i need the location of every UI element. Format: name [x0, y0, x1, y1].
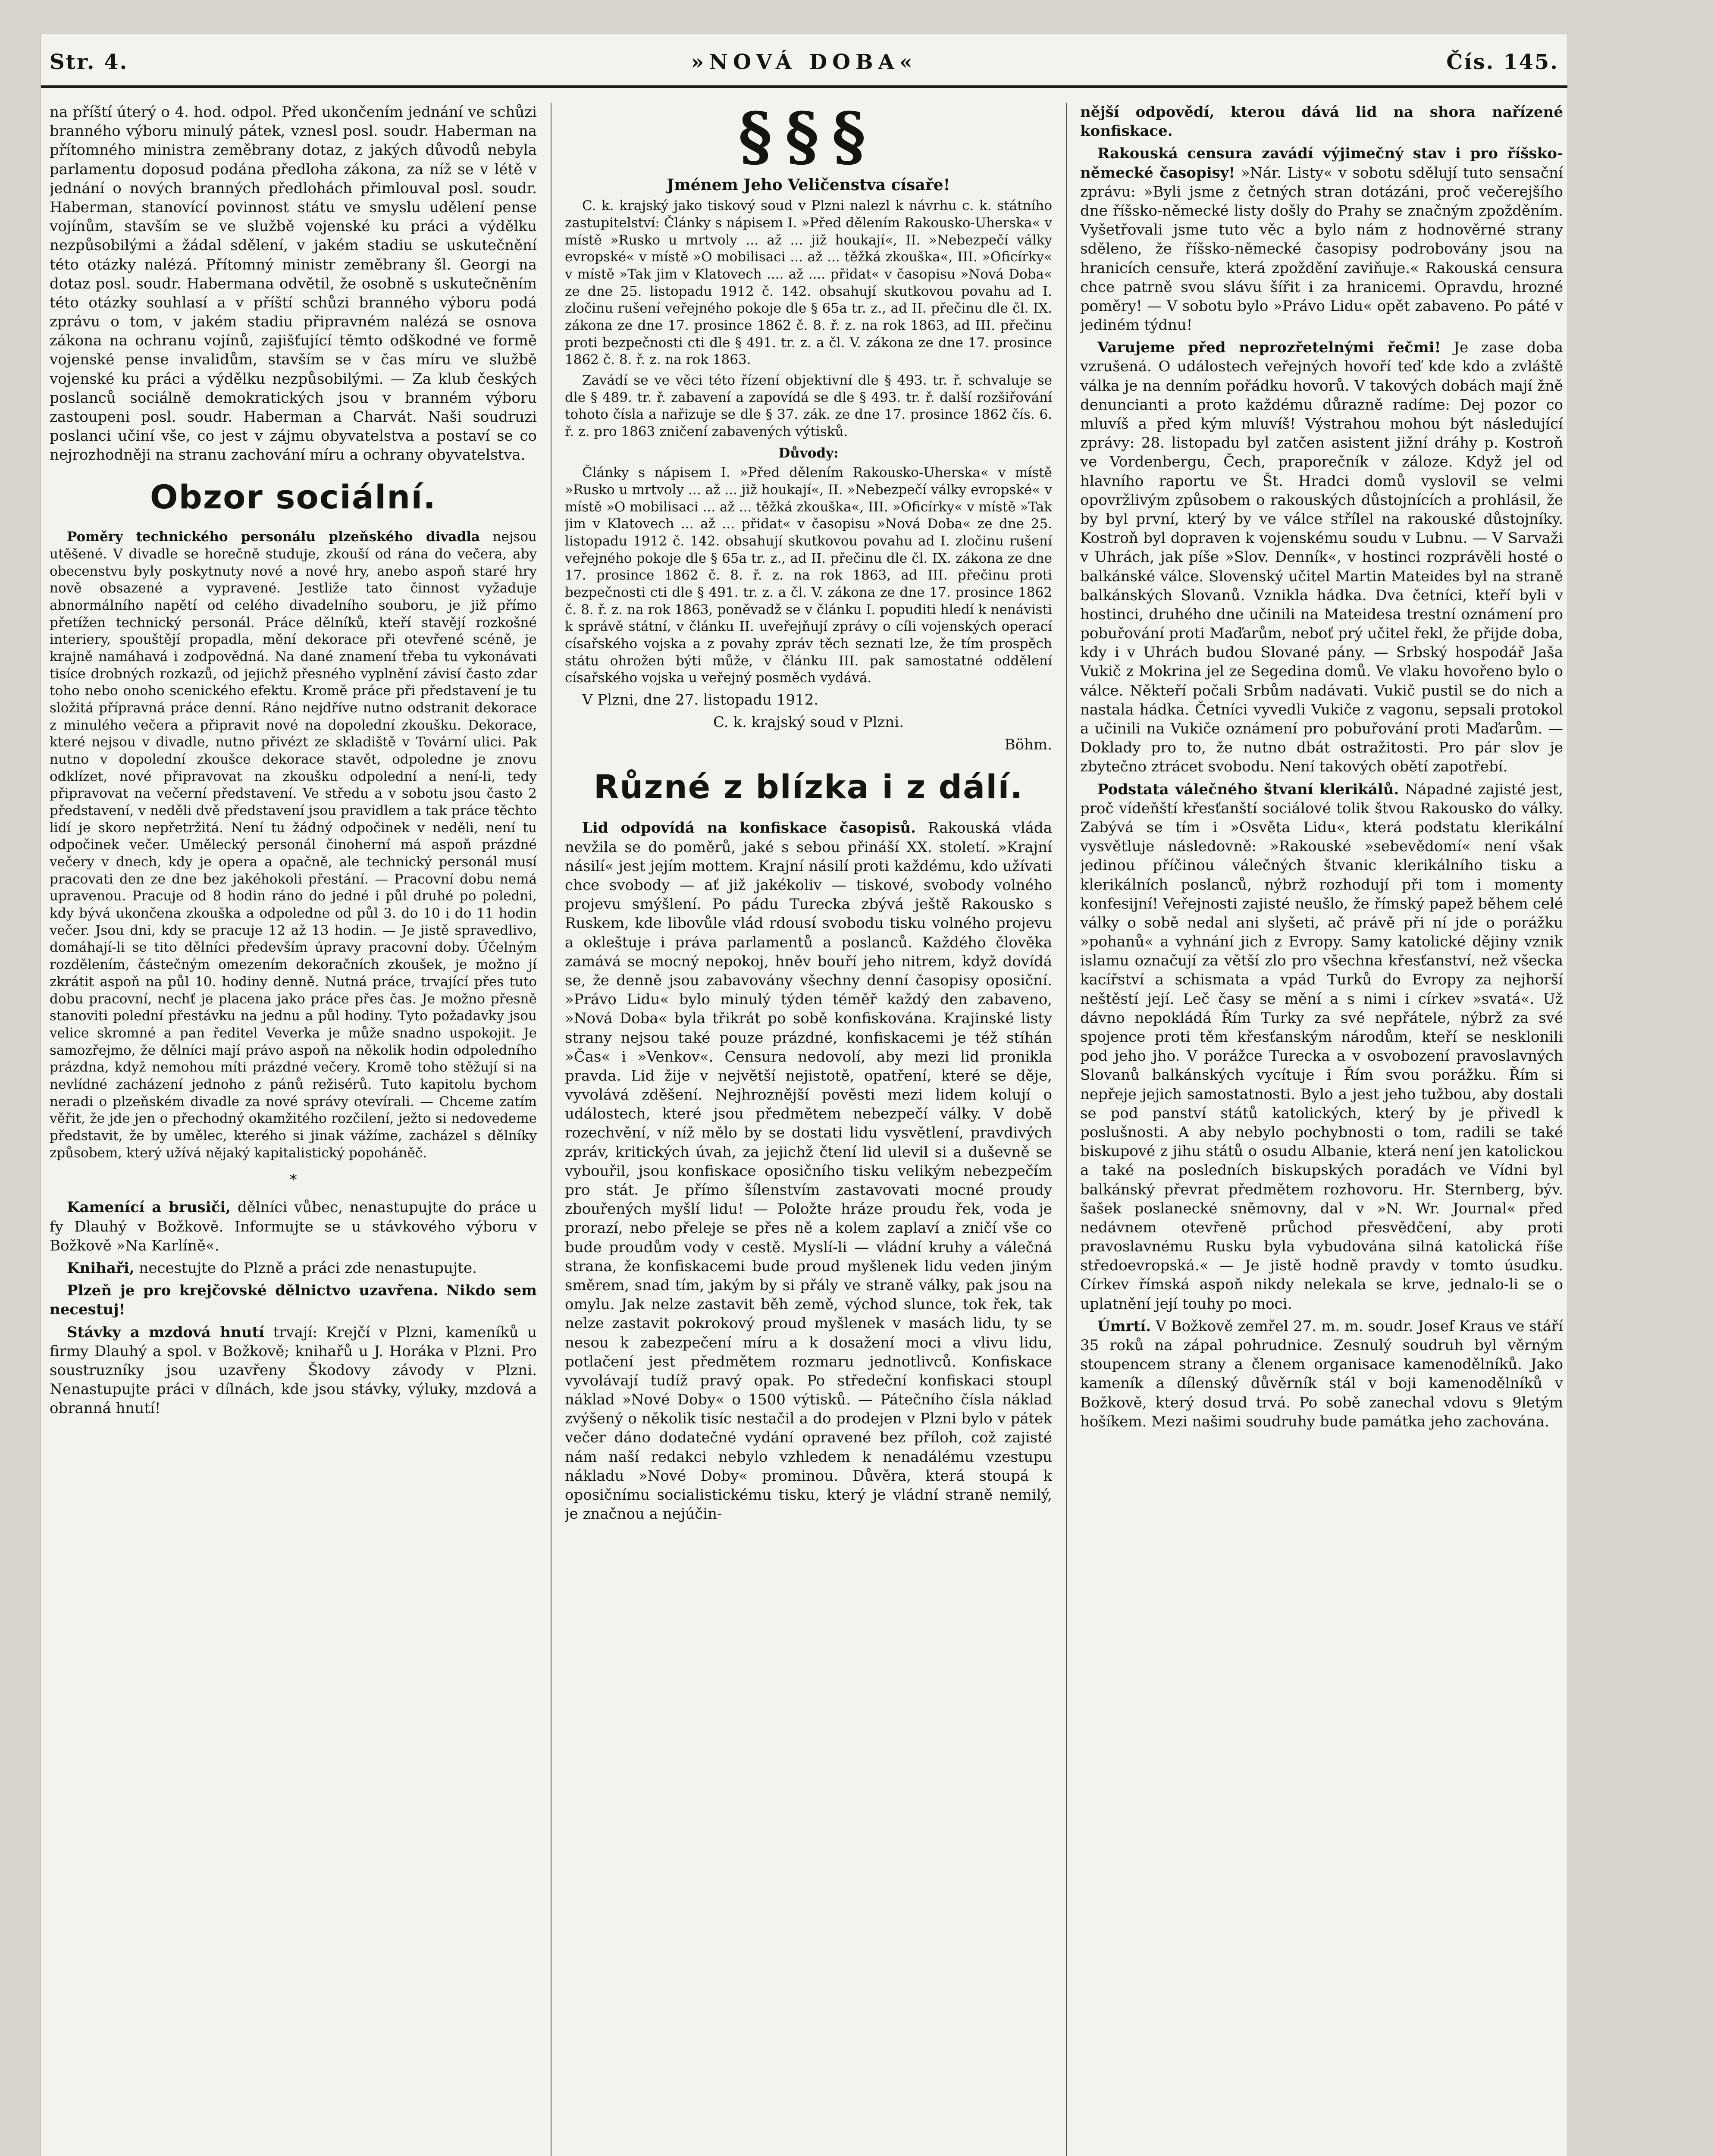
notice-paragraph [50, 1259, 537, 1278]
article-paragraph [565, 818, 1052, 1523]
notice-body: Nikdo sem necestuj! [50, 1282, 537, 1319]
column-right [1080, 103, 1563, 2156]
notice-paragraph [50, 1323, 537, 1418]
column-left [50, 103, 537, 2156]
article-body: »Nár. Listy« v sobotu sdělují tuto sensační zprávu: »Byli jsme z četných stran dotázáni, proč večerejšího dne říšsko-německé listy došly do Prahy se značným zpožděním. Vyšetřovali jsme tuto věc a bylo nám z hodnověrné strany sděleno, že říšsko-německé časopisy podrobovány jsou na hranicích censuře, která zpoždění zaviňuje.« Rakouská censura chce patrně svou slávu šířit i za hranicemi. Opravdu, hrozné poměry! — V sobotu bylo »Právo Lidu« opět zabaveno. Po páté v jediném týdnu! [1080, 164, 1563, 334]
article-lead: Varujeme před neprozřetelnými řečmi! [1097, 339, 1441, 357]
notice-body: necestujte do Plzně a práci zde nenastupujte. [139, 1259, 477, 1277]
court-ruling-paragraph: C. k. krajský jako tiskový soud v Plzni nalezl k návrhu c. k. státního zastupitelství: Články s nápisem I. »Před dělením Rakousko-Uherska« v místě »Rusko u mrtvoly ... až ... již houkají«, II. »Nebezpečí války evropské« v místě »O mobilisaci ... až ... těžká zkouška«, III. »Oficírky« v místě »Tak jim v Klatovech .... až .... přidat« v časopisu »Nová Doba« ze dne 25. listopadu 1912 č. 142. obsahují skutkovou povahu ad I. zločinu rušení veřejného pokoje dle § 65a tr. z., ad II. přečinu dle čl. IX. zákona ze dne 17. prosince 1862 č. 8. ř. z. na rok 1863, ad III. přečinu proti bezpečnosti cti dle § 491. tr. z. a čl. V. zákona ze dne 17. prosince 1862 č. 8. ř. z. na rok 1863. [565, 198, 1052, 368]
article-lead: Lid odpovídá na konfiskace časopisů. [582, 819, 916, 837]
notice-lead: Stávky a mzdová hnutí [67, 1323, 265, 1341]
section-heading-misc: Různé z blízka i z dálí. [593, 767, 1024, 806]
page-number: Str. 4. [50, 50, 128, 74]
article-body: V Božkově zemřel 27. m. m. soudr. Josef Kraus ve stáří 35 roků na zápal pohrudnice. Zesnulý soudruh byl věrným stoupencem strany a členem organisace kamenodělníků. Jako kameník a dílenský důvěrník stál v boji kamenodělníků v Božkově, který dosud trvá. Po sobě zanechal vdovu s 9letým hošíkem. Mezi našimi soudruhy bude památka jeho zachována. [1080, 1317, 1563, 1430]
article-paragraph: na příští úterý o 4. hod. odpol. Před ukončením jednání ve schůzi branného výboru minulý pátek, vznesl posl. soudr. Haberman na přítomného ministra zeměbrany dotaz, z jakých důvodů nebyla parlamentu doposud podána předloha zákona, za níž se v létě v jednání o nových branných předlohách přimlouval posl. soudr. Haberman, stanovící povinnost státu ve smyslu udělení pense vojínům, stavším se ve službě vojenské ku práci a výdělku nezpůsobilými a žádal sdělení, v jakém stadiu se uskutečnění této otázky nalézá. Přítomný ministr zeměbrany šl. Georgi na dotaz posl. soudr. Habermana odvětil, že osobně s uskutečněním této otázky souhlasí a v příští schůzi branného výboru podá zprávu o tom, v jakém stadiu připravném nalézá se osnova zákona na ochranu vojínů, zajišťující těmto odškodné ve formě vojenské pense invalidům, stavším se v čas míru ve službě vojenské ku práci a výdělku nezpůsobilými. — Za klub českých poslanců sociálně demokratických jsou v branném výboru zastoupeni posl. soudr. Haberman a Charvát. Naši soudruzi poslanci učiní vše, co jest v zájmu obyvatelstva a postaví se co nejrozhodněji na stranu zachování míru a ochrany obyvatelstva. [50, 103, 537, 464]
article-lead: Úmrtí. [1097, 1317, 1151, 1335]
court-ruling-paragraph: Zavádí se ve věci této řízení objektivní dle § 493. tr. ř. schvaluje se dle § 489. tr. ř. zabavení a zapovídá se dle § 493. tr. ř. další rozšiřování tohoto čísla a nařizuje se dle § 37. zák. ze dne 17. prosince 1862 čís. 6. ř. z. pro 1863 zničení zabavených výtisků. [565, 373, 1052, 440]
section-sign-heading: §§§ [738, 103, 879, 174]
issue-number: Čís. 145. [1446, 50, 1559, 74]
header-rule [41, 85, 1567, 88]
article-paragraph [1080, 1317, 1563, 1431]
star-separator: * [289, 1171, 297, 1189]
article-lead: Podstata válečného štvaní klerikálů. [1097, 780, 1399, 798]
article-paragraph [1080, 144, 1563, 335]
column-divider [1066, 103, 1067, 2156]
article-paragraph: nější odpovědí, kterou dává lid na shora nařízené konfiskace. [1080, 103, 1563, 140]
article-body: Nápadné zajisté jest, proč vídeňští křesťanští sociálové tolik štvou Rakousko do války. Zabývá se tím i »Osvěta Lidu«, která podstatu klerikální vysvětluje následovně: »Rakouské »sebevědomí« není však jedinou příčinou válečných štvanic klerikálního tisku a klerikálních poslanců, nýbrž rozhodují při tom i momenty konfesijní! Veřejnosti zajisté neušlo, že římský papež během celé války o sobě nedal ani slyšeti, ač právě při ní jde o porážku »pohanů« a vyhnání jich z Evropy. Samy katolické dějiny vznik islamu označují za větší zlo pro všechna křesťanství, než všecka kacířství a schismata a vpád Turků do Evropy za nejhorší neštěstí její. Leč časy se mění a s nimi i církev »svatá«. Už dávno nepokládá Řím Turky za své nepřátele, nýbrž za své spojence proti těm křesťanským národům, kteří se nesklonili pod jeho jho. V porážce Turecka a v osvobození pravoslavných Slovanů balkánských vycítuje i Řím svou porážku. Řím si nepřeje jejich samostatnosti. Bylo a jest jeho tužbou, aby dostali se pod panství států katolických, který by je přivedl k poslušnosti. A aby nebylo pochybnosti o tom, radili se také biskupové z jihu států o osudu Albanie, která není jen katolickou a také na posledních biskupských poradách ve Vídni byl balkánský převrat předmětem rozhovoru. Hr. Sternberg, býv. šašek poslanecké sněmovny, dal v »N. Wr. Journal« před nedávnem otevřeně průchod přesvědčení, aby proti pravoslavnému Rusku byla vybudována silná katolická říše středoevropská.« — Je jistě hodně pravdy v tomto úsudku. Církev římská aspoň nikdy nelekala se krve, jednalo-li se o uplatnění její touhy po moci. [1080, 780, 1563, 1313]
notice-paragraph [50, 1281, 537, 1319]
judge-signature: Böhm. [1004, 736, 1052, 754]
article-paragraph [1080, 780, 1563, 1313]
article-paragraph [1080, 338, 1563, 776]
article-body: Je zase doba vzrušená. O událostech veřejných hovoří teď kde kdo a zvláště válka je na denním pořádku hovorů. V takových dobách mají žně denuncianti a proto každému důrazně radíme: Dej pozor co mluvíš a před kým mluvíš! Výstrahou mohou být následující zprávy: 28. listopadu byl zatčen asistent jižní dráhy p. Kostroň ve Vordenbergu, Čech, praporečník v záloze. Když jel od hlavního raportu ve Št. Hradci domů vyslovil se velmi opovržlivým způsobem o rakouských důstojnících a prohlásil, že by byl první, který by ve válce střílel na rakouské důstojníky. Kostroň byl dopraven k vojenskému soudu v Lubnu. — V Sarvaži v Uhrách, jak píše »Slov. Denník«, v hostinci rozprávěli hosté o balkánské válce. Slovenský učitel Martin Mateides byl na straně balkánských Slovanů. Vznikla hádka. Dva četníci, kteří byli v hostinci, druhého dne učinili na Mateidesa trestní oznámení pro pobuřování proti Maďarům, neboť prý učitel řekl, že přijde doba, kdy i v Uhrách budou Slované pány. — Srbský hospodář Jaša Vukič z Mokrina jel ze Segedina domů. Ve vlaku hovořeno bylo o válce. Někteří počali Srbům nadávati. Vukič pustil se do nich a nastala hádka. Četníci vyvedli Vukiče z vagonu, sepsali protokol a učinili na Vukiče oznámení pro pobuřování proti Maďarům. — Doklady pro to, že nutno dbát ostražitosti. Pro pár slov je zbytečno ztrácet svobodu. Není takových obětí zapotřebí. [1080, 339, 1563, 776]
notice-lead: Plzeň je pro krejčovské dělnictvo uzavřena. [67, 1282, 439, 1300]
masthead-title: »NOVÁ DOBA« [691, 50, 918, 74]
imperial-formula: Jménem Jeho Veličenstva císaře! [667, 175, 950, 194]
article-lead: Poměry technického personálu plzeňského divadla [67, 529, 480, 545]
article-body: Rakouská vláda nevžila se do poměrů, jaké s sebou přináší XX. století. »Krajní násilí« jest jejím mottem. Krajní násilí proti každému, kdo užívati chce svobody — ať již jakékoliv — tiskové, svobody volného projevu smýšlení. Po pádu Turecka zbývá ještě Rakousko s Ruskem, kde libovůle vlád rdousí svobodu tisku volného projevu a okleštuje i práva parlamentů a poslanců. Každého člověka zamává se mocný nepokoj, hněv bouří jeho nitrem, když dovídá se, že denně jsou zabavovány všechny denní časopisy oposiční. »Právo Lidu« bylo minulý týden téměř každý den zabaveno, »Nová Doba« byla třikrát po sobě konfiskována. Krajinské listy strany nejsou také pouze prázdné, konfiskacemi je též stíhán »Čas« i »Venkov«. Censura nedovolí, aby mezi lid pronikla pravda. Lid žije v největší nejistotě, opatření, které se děje, vyvolává zděšení. Nejhroznější pověsti mezi lidem kolují o událostech, které jsou předmětem nebezpečí války. V době rozechvění, v níž mělo by se dostati lidu vysvětlení, pravdivých zpráv, kritických úvah, za jejichž čtení lid ulevil si a duševně se vybouřil, jsou konfiskace oposičního tisku velikým nebezpečím pro stát. Je přímo šílenstvím zastavovati mocné proudy zbouřených myšlí lidu! — Položte hráze proudu řek, voda je prorazí, nebo přeleje se přes ně a kolem zaplaví a zničí vše co bude proudům vody v cestě. Myslí-li — vládní kruhy a válečná strana, že konfiskacemi bude proud myšlenek lidu veden jiným směrem, snad tím, jakým by si přály ve straně války, pak jsou na omylu. Jak nelze zastavit běh země, východ slunce, tok řek, tak nelze zastavit pokrokový proud myšlenek v masách lidu, ty se nesou k zabezpečení míru a k dosažení moci a vlivu lidu, potlačení jest předmětem rozmaru jednotlivců. Konfiskace vyvolávají tudíž pravý opak. Po středeční konfiskaci stoupl náklad »Nové Doby« o 1500 výtisků. — Pátečního čísla náklad zvýšený o několik tisíc nestačil a do prodejen v Plzni bylo v pátek večer dáno dodatečné vydání opravené bez příloh, což zajisté nám naší redakci nebylo vzhledem k nenadálému vzestupu nákladu »Nové Doby« prominou. Důvěra, která stoupá k oposičnímu socialistickému tisku, který je vládní straně nemilý, je značnou a nejúčin- [565, 819, 1052, 1523]
court-name: C. k. krajský soud v Plzni. [713, 714, 904, 731]
article-paragraph [50, 529, 537, 1162]
column-middle [565, 103, 1052, 2156]
article-body: nejsou utěšené. V divadle se horečně studuje, zkouší od rána do večera, aby obecenstvu byly poskytnuty nové a nové hry, anebo aspoň staré hry nově obsazené a vypravené. Jestliže tato činnost vyžaduje abnormálního napětí od celého divadelního souboru, je již přímo přetížen technický personál. Práce dělníků, kteří stavějí rozkošné interiery, spouštějí propadla, mění dekorace při otevřené scéně, je krajně namáhavá i zodpovědná. Na dané znamení třeba tu vykonávati tisíce drobných rozkazů, od jejichž přesného vyplnění závisí často zdar toho nebo onoho scenického efektu. Kromě práce při představení je tu složitá přípravná práce denní. Ráno nejdříve nutno odstranit dekorace z minulého večera a připravit nové na dopolední zkoušku. Dekorace, které nejsou v divadle, nutno přivézt ze skladiště v Tovární ulici. Pak nutno v dopolední zkoušce dekorace stavět, odpoledne je znovu odklízet, nové připravovat na zkoušku odpolední a není-li, tedy připravovat na večerní představení. Ve středu a v sobotu jsou často 2 představení, v neděli dvě představení jsou pravidlem a tak práce těchto lidí je skoro nepřetržitá. Není tu žádný odpočinek v neděli, není tu odpočinek večer. Umělecký personál činoherní má aspoň prázdné večery v dnech, kdy je opera a opačně, ale technický personál musí pracovati den ze dne bez jakéhokoli přestání. — Pracovní dobu nemá upravenou. Pracuje od 8 hodin ráno do jedné i půl druhé po poledni, kdy bývá ukončena zkouška a odpoledne od půl 3. do 10 i do 11 hodin večer. Jsou dni, kdy se pracuje 12 až 13 hodin. — Je jistě spravedlivo, domáhají-li se tito dělníci především úpravy pracovní doby. Účelným rozdělením, částečným omezením dekoračních zkoušek, je možno jí zkrátit aspoň na půl 10. hodiny denně. Nutná práce, trvající přes tuto dobu pracovní, nechť je placena jako práce přes čas. Je možno přesně stanoviti polední přestávku na jednu a půl hodiny. Tyto požadavky jsou velice skromné a pan ředitel Veverka je může snadno uspokojit. Je samozřejmo, že dělníci mají právo aspoň na několik hodin odpoledního prázdna, když nemohou míti prázdné večery. Kromě toho stěžují si na nevlídné zacházení jednoho z pánů režisérů. Tuto kapitolu bychom neradi o plzeňském divadle za nové správy otevírali. — Chceme zatím věřit, že jde jen o přechodný okamžitého rozčilení, ježto si nedovedeme představit, že by umělec, kterého si jinak vážíme, zacházel s dělníky způsobem, který užívá nějaký kapitalistický popoháněč. [50, 529, 537, 1161]
reasons-heading: Důvody: [778, 445, 839, 461]
notice-lead: Kamenící a brusiči, [67, 1199, 231, 1216]
notice-body: trvají: Krejčí v Plzni, kameníků u firmy Dlauhý a spol. v Božkově; knihařů u J. Horáka v Plzni. Pro soustruzníky jsou uzavřeny Škodovy závody v Plzni. Nenastupujte práci v dílnách, kde jsou stávky, výluky, mzdová a obranná hnutí! [50, 1323, 537, 1417]
section-heading-social: Obzor sociální. [150, 477, 437, 516]
notice-paragraph [50, 1198, 537, 1255]
article-lead: Rakouská censura zavádí výjimečný stav i pro říšsko-německé časopisy! [1080, 145, 1563, 182]
court-ruling-paragraph: Články s nápisem I. »Před dělením Rakousko-Uherska« v místě »Rusko u mrtvoly ... až ... již houkají«, II. »Nebezpečí války evropské« v místě »O mobilisaci ... až ... těžká zkouška«, III. »Oficírky« v místě »Tak jim v Klatovech ... až ... přidat« v časopisu »Nová Doba« ze dne 25. listopadu 1912 č. 142. obsahují skutkovou povahu ad I. zločinu rušení veřejného pokoje dle § 65a tr. z., ad II. přečinu dle čl. IX. zákona ze dne 17. prosince 1862 č. 8. ř. z. na rok 1863, ad III. přečinu proti bezpečnosti cti dle § 491. tr. z. a čl. V. zákona ze dne 17. prosince 1862 č. 8. ř. z. na rok 1863, poněvadž se v článku I. popuditi hledí k nenávisti k správě státní, v článku II. uveřejňují zprávy o cíli vojenských operací císařského vojska a z povahy zpráv těch seznati lze, že tím prospěch státu ohrožen býti může, v článku III. pak samostatné oddělení císařského vojska u veřejný posměch vydává. [565, 465, 1052, 686]
ruling-date: V Plzni, dne 27. listopadu 1912. [582, 691, 819, 709]
notice-lead: Knihaři, [67, 1259, 135, 1277]
notice-body: dělníci vůbec, nenastupujte do práce u fy Dlauhý v Božkově. Informujte se u stávkového výboru v Božkově »Na Karlíně«. [50, 1199, 537, 1254]
newspaper-page [41, 34, 1567, 2156]
page-header [41, 34, 1567, 85]
